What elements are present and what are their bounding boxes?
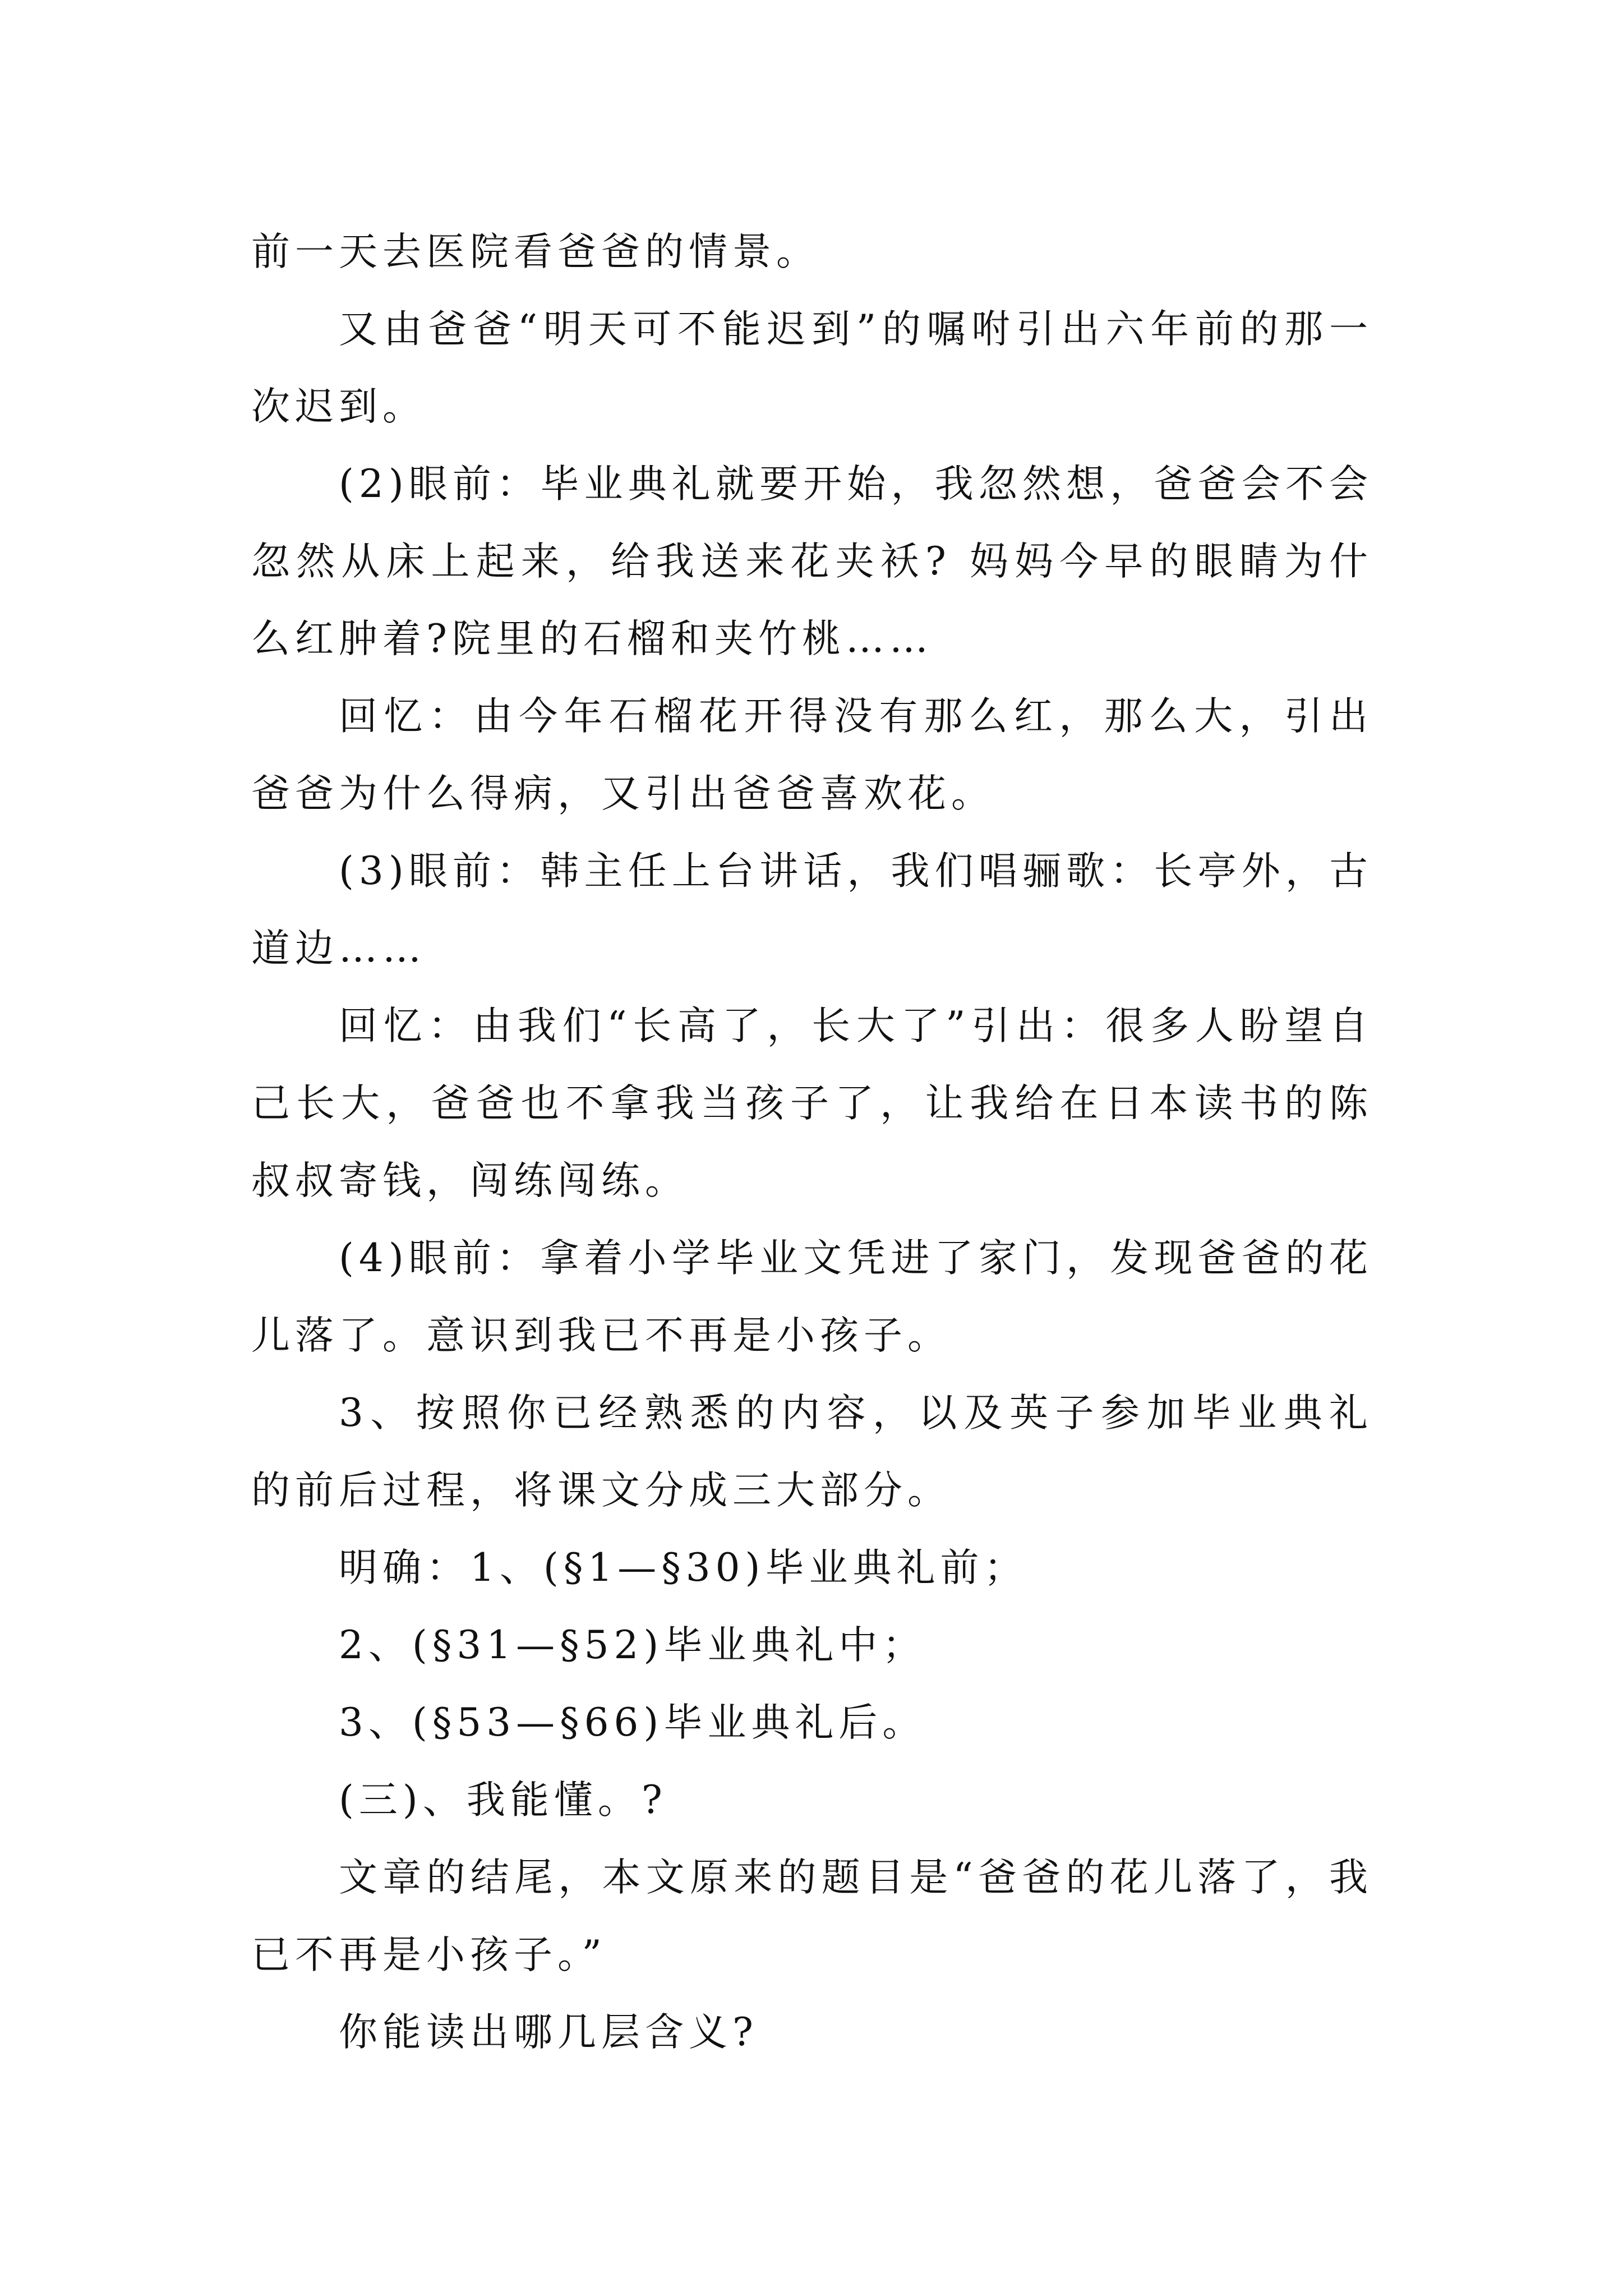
paragraph: 明确：1、(§1—§30)毕业典礼前； bbox=[339, 1545, 1028, 1590]
paragraph: 3、按照你已经熟悉的内容，以及英子参加毕业典礼的前后过程，将课文分成三大部分。 bbox=[251, 1391, 1373, 1513]
paragraph: (2)眼前：毕业典礼就要开始，我忽然想，爸爸会不会忽然从床上起来，给我送来花夹袄? 妈妈今早的眼睛为什么红肿着?院里的石榴和夹竹桃…… bbox=[251, 462, 1373, 661]
paragraph: (3)眼前：韩主任上台讲话，我们唱骊歌：长亭外，古道边…… bbox=[251, 849, 1373, 971]
paragraph: 回忆：由我们“长高了，长大了”引出：很多人盼望自己长大，爸爸也不拿我当孩子了，让我给在日本读书的陈叔叔寄钱，闯练闯练。 bbox=[251, 1004, 1373, 1203]
paragraph: 回忆：由今年石榴花开得没有那么红，那么大，引出爸爸为什么得病，又引出爸爸喜欢花。 bbox=[251, 694, 1373, 816]
document-body bbox=[251, 213, 1373, 2071]
paragraph: 3、(§53—§66)毕业典礼后。 bbox=[339, 1700, 926, 1745]
paragraph: 你能读出哪几层含义? bbox=[339, 2010, 758, 2055]
paragraph: 又由爸爸“明天可不能迟到”的嘱咐引出六年前的那一次迟到。 bbox=[251, 307, 1373, 429]
paragraph: 2、(§31—§52)毕业典礼中； bbox=[339, 1623, 926, 1668]
paragraph: 文章的结尾，本文原来的题目是“爸爸的花儿落了，我已不再是小孩子。” bbox=[251, 1855, 1373, 1977]
paragraph: 前一天去医院看爸爸的情景。 bbox=[251, 229, 820, 274]
paragraph: (三)、我能懂。? bbox=[339, 1778, 667, 1823]
paragraph: (4)眼前：拿着小学毕业文凭进了家门，发现爸爸的花儿落了。意识到我已不再是小孩子。 bbox=[251, 1236, 1373, 1358]
